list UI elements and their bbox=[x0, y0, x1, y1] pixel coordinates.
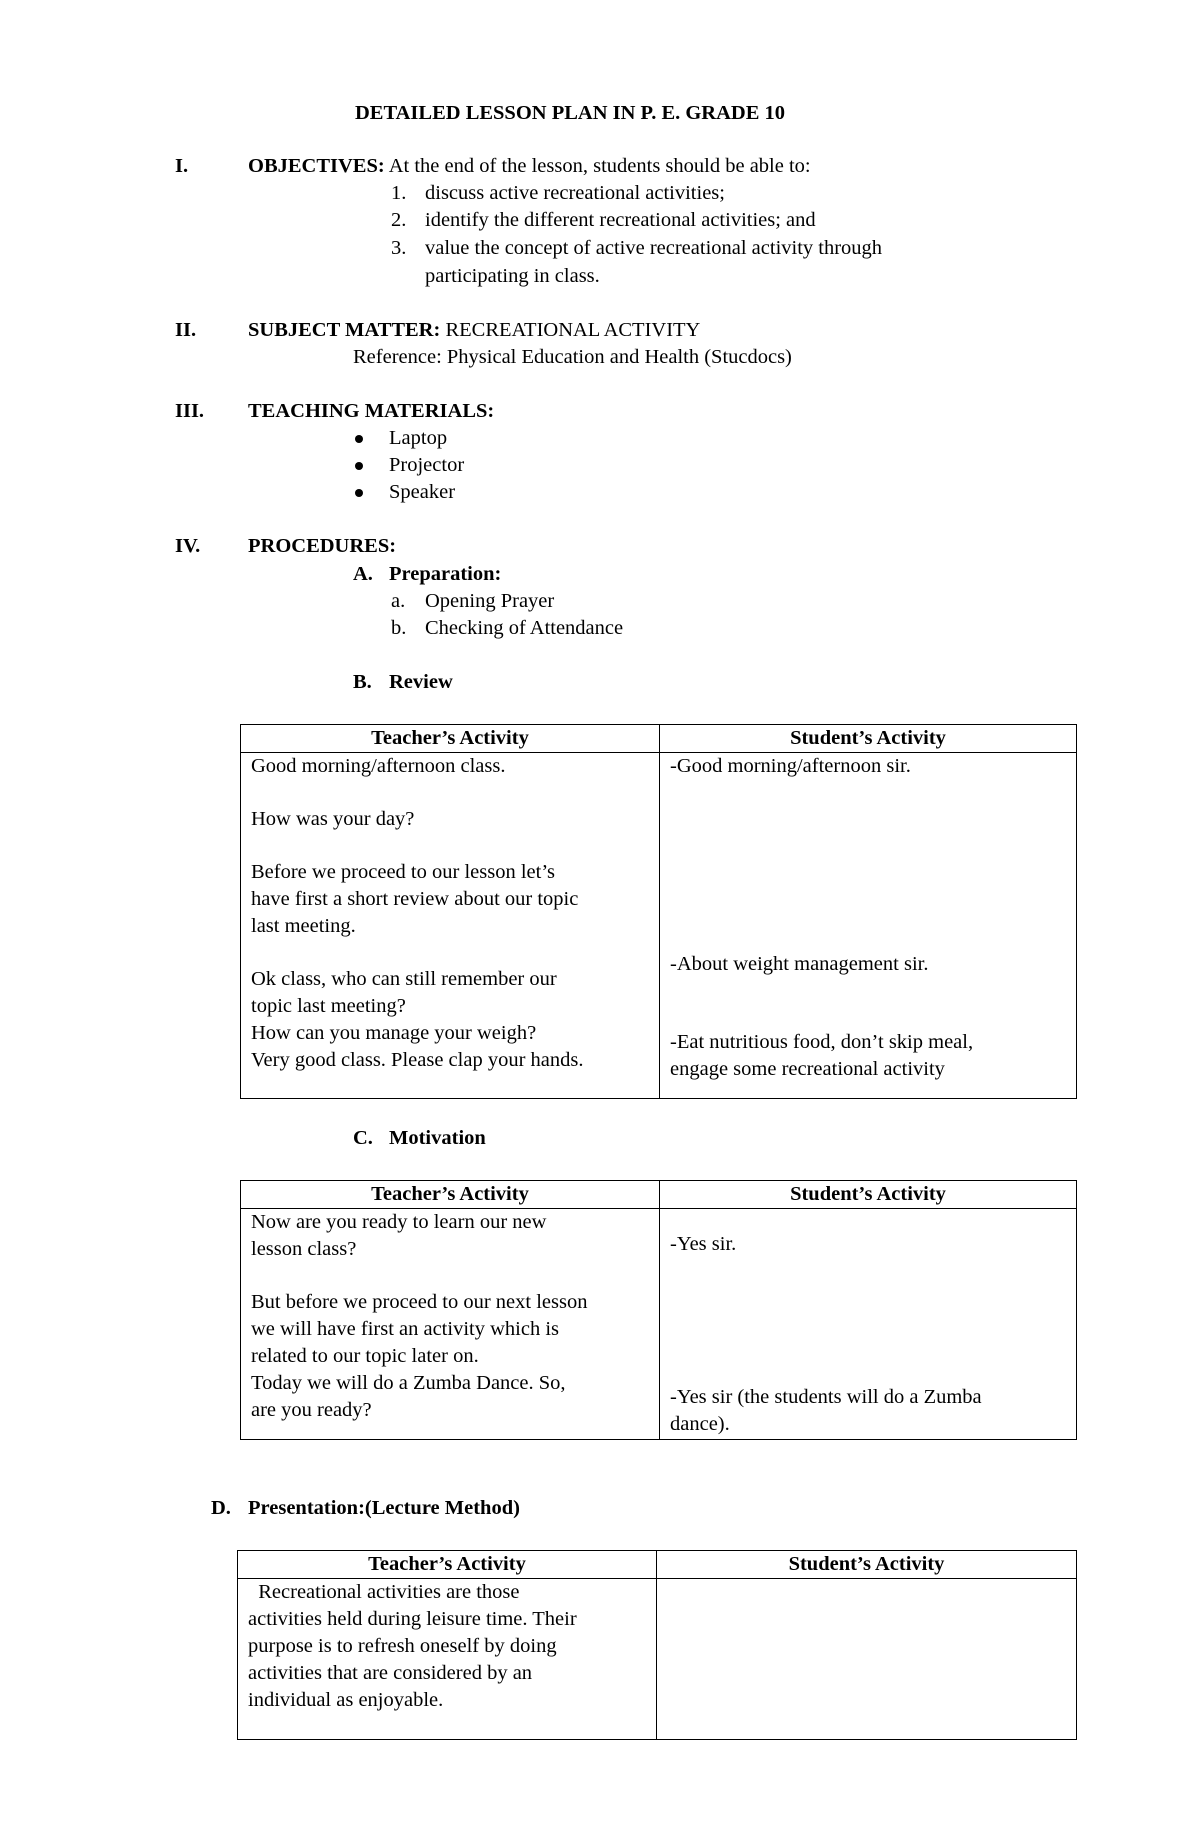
objectives-heading bbox=[248, 153, 811, 180]
teacher-line: topic last meeting? bbox=[251, 995, 406, 1017]
objective-text-2: identify the different recreational activities; and bbox=[425, 209, 816, 231]
subject-matter-numeral: II. bbox=[175, 319, 197, 341]
teacher-line: we will have first an activity which is bbox=[251, 1318, 559, 1340]
teacher-line: Recreational activities are those bbox=[248, 1581, 520, 1603]
reference-text: Reference: Physical Education and Health (Stucdocs) bbox=[353, 346, 792, 368]
table-row bbox=[241, 753, 1077, 1099]
student-line: -Yes sir (the students will do a Zumba bbox=[670, 1386, 982, 1408]
teacher-activity-cell bbox=[238, 1579, 657, 1740]
teacher-line: Very good class. Please clap your hands. bbox=[251, 1049, 584, 1071]
preparation-item-letter-a: a. bbox=[391, 590, 406, 612]
material-item-laptop: Laptop bbox=[389, 427, 448, 449]
review-label: Review bbox=[389, 671, 453, 693]
teacher-line: Good morning/afternoon class. bbox=[251, 755, 506, 777]
teacher-activity-cell bbox=[241, 753, 660, 1099]
objective-num-3: 3. bbox=[391, 237, 407, 259]
table-row bbox=[241, 1209, 1077, 1440]
teacher-line: individual as enjoyable. bbox=[248, 1689, 444, 1711]
teacher-line: have first a short review about our topic bbox=[251, 888, 579, 910]
objective-text-1: discuss active recreational activities; bbox=[425, 182, 725, 204]
objectives-numeral: I. bbox=[175, 155, 189, 177]
motivation-label: Motivation bbox=[389, 1127, 486, 1149]
review-table bbox=[240, 724, 1077, 1099]
teaching-materials-label: TEACHING MATERIALS: bbox=[248, 400, 495, 422]
presentation-table bbox=[237, 1550, 1077, 1740]
teacher-line: Now are you ready to learn our new bbox=[251, 1211, 547, 1233]
table-row bbox=[238, 1579, 1077, 1740]
procedures-label: PROCEDURES: bbox=[248, 535, 397, 557]
teacher-activity-header: Teacher’s Activity bbox=[238, 1551, 657, 1579]
material-item-projector: Projector bbox=[389, 454, 465, 476]
teacher-line: last meeting. bbox=[251, 915, 356, 937]
objective-num-1: 1. bbox=[391, 182, 407, 204]
student-line: -Yes sir. bbox=[670, 1233, 737, 1255]
teaching-materials-numeral: III. bbox=[175, 400, 205, 422]
teacher-line: Ok class, who can still remember our bbox=[251, 968, 557, 990]
student-activity-header: Student’s Activity bbox=[657, 1551, 1077, 1579]
document-title: DETAILED LESSON PLAN IN P. E. GRADE 10 bbox=[355, 102, 786, 124]
table-header-row bbox=[241, 1181, 1077, 1209]
teacher-line: purpose is to refresh oneself by doing bbox=[248, 1635, 557, 1657]
preparation-item-opening-prayer: Opening Prayer bbox=[425, 590, 555, 612]
table-header-row bbox=[241, 725, 1077, 753]
motivation-letter: C. bbox=[353, 1127, 373, 1149]
teacher-line: But before we proceed to our next lesson bbox=[251, 1291, 588, 1313]
student-line: -About weight management sir. bbox=[670, 953, 929, 975]
teacher-activity-header: Teacher’s Activity bbox=[241, 725, 660, 753]
teacher-line: related to our topic later on. bbox=[251, 1345, 479, 1367]
presentation-letter: D. bbox=[211, 1497, 231, 1519]
student-line: -Good morning/afternoon sir. bbox=[670, 755, 911, 777]
student-activity-header: Student’s Activity bbox=[660, 1181, 1077, 1209]
table-header-row bbox=[238, 1551, 1077, 1579]
student-line: dance). bbox=[670, 1413, 730, 1435]
procedures-numeral: IV. bbox=[175, 535, 201, 557]
bullet-icon bbox=[355, 435, 363, 443]
subject-matter-heading bbox=[248, 317, 700, 344]
teacher-activity-cell bbox=[241, 1209, 660, 1440]
teacher-line: How was your day? bbox=[251, 808, 415, 830]
teacher-activity-header: Teacher’s Activity bbox=[241, 1181, 660, 1209]
preparation-item-attendance: Checking of Attendance bbox=[425, 617, 624, 639]
teacher-line: lesson class? bbox=[251, 1238, 357, 1260]
teacher-line: are you ready? bbox=[251, 1399, 372, 1421]
objective-text-3: value the concept of active recreational activity through bbox=[425, 237, 883, 259]
preparation-letter: A. bbox=[353, 563, 373, 585]
subject-matter-label: SUBJECT MATTER: bbox=[248, 319, 441, 341]
teacher-line: Today we will do a Zumba Dance. So, bbox=[251, 1372, 566, 1394]
material-item-speaker: Speaker bbox=[389, 481, 456, 503]
student-activity-header: Student’s Activity bbox=[660, 725, 1077, 753]
student-activity-cell bbox=[660, 753, 1077, 1099]
preparation-item-letter-b: b. bbox=[391, 617, 407, 639]
objective-text-3-continued: participating in class. bbox=[425, 265, 600, 287]
objective-num-2: 2. bbox=[391, 209, 407, 231]
student-line: engage some recreational activity bbox=[670, 1058, 945, 1080]
teacher-line: activities held during leisure time. Their bbox=[248, 1608, 577, 1630]
objectives-intro: At the end of the lesson, students should be able to: bbox=[388, 155, 811, 177]
student-line: -Eat nutritious food, don’t skip meal, bbox=[670, 1031, 974, 1053]
teacher-line: How can you manage your weigh? bbox=[251, 1022, 537, 1044]
bullet-icon bbox=[355, 489, 363, 497]
review-letter: B. bbox=[353, 671, 372, 693]
motivation-table bbox=[240, 1180, 1077, 1440]
teacher-line: activities that are considered by an bbox=[248, 1662, 533, 1684]
teacher-line: Before we proceed to our lesson let’s bbox=[251, 861, 555, 883]
preparation-label: Preparation: bbox=[389, 563, 502, 585]
objectives-label: OBJECTIVES: bbox=[248, 155, 385, 177]
presentation-label: Presentation:(Lecture Method) bbox=[248, 1497, 520, 1519]
student-activity-cell bbox=[657, 1579, 1077, 1740]
bullet-icon bbox=[355, 462, 363, 470]
student-activity-cell bbox=[660, 1209, 1077, 1440]
subject-matter-value: RECREATIONAL ACTIVITY bbox=[445, 319, 701, 341]
